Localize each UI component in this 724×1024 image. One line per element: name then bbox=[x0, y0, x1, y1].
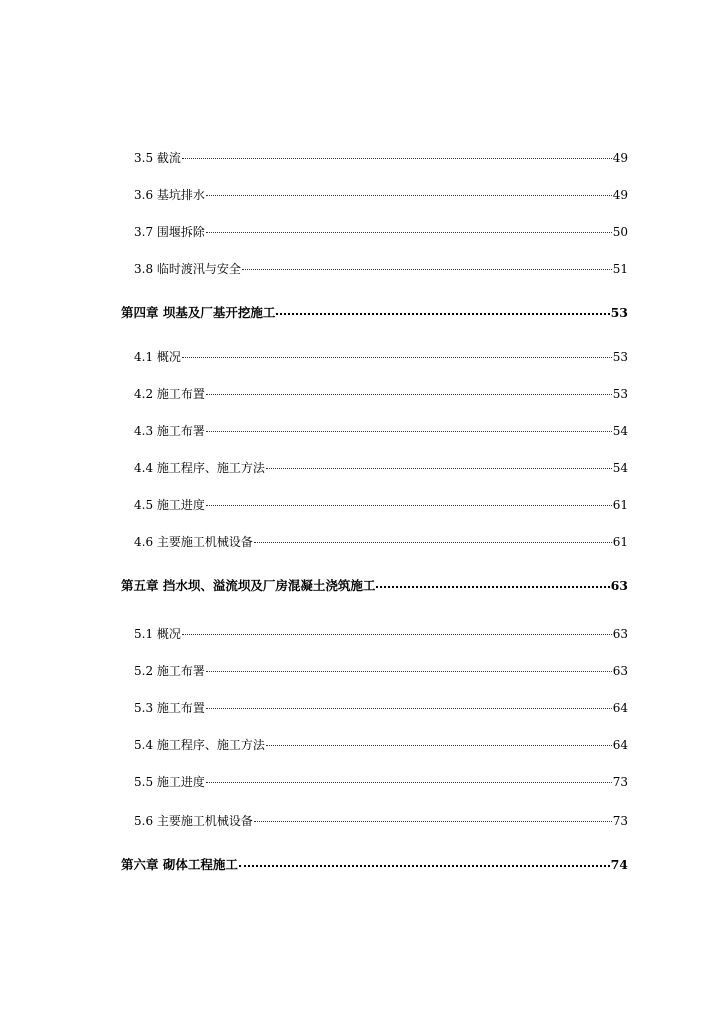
toc-entry-4-3[interactable] bbox=[134, 421, 628, 441]
toc-entry-4-1[interactable] bbox=[134, 347, 628, 367]
toc-entry-3-6[interactable] bbox=[134, 185, 628, 205]
toc-entry-page: 50 bbox=[612, 225, 628, 239]
toc-entry-title: 3.8 临时渡汛与安全 bbox=[134, 262, 241, 276]
toc-chapter-4[interactable] bbox=[121, 303, 628, 323]
toc-entry-title: 3.5 截流 bbox=[134, 151, 181, 165]
dot-leader bbox=[239, 863, 610, 867]
toc-entry-title: 5.3 施工布置 bbox=[134, 701, 205, 715]
toc-entry-title: 4.5 施工进度 bbox=[134, 498, 205, 512]
dot-leader bbox=[206, 780, 612, 783]
toc-entry-title: 4.3 施工布署 bbox=[134, 424, 205, 438]
toc-entry-page: 53 bbox=[612, 387, 628, 401]
toc-entry-page: 73 bbox=[612, 814, 628, 828]
toc-entry-title: 4.6 主要施工机械设备 bbox=[134, 535, 253, 549]
toc-entry-page: 63 bbox=[612, 627, 628, 641]
toc-entry-title: 4.1 概况 bbox=[134, 350, 181, 364]
toc-entry-title: 5.1 概况 bbox=[134, 627, 181, 641]
toc-entry-4-6[interactable] bbox=[134, 532, 628, 552]
toc-entry-title: 4.2 施工布置 bbox=[134, 387, 205, 401]
dot-leader bbox=[182, 156, 612, 159]
toc-entry-page: 51 bbox=[612, 262, 628, 276]
dot-leader bbox=[206, 193, 612, 196]
toc-chapter-title: 第四章 坝基及厂基开挖施工 bbox=[121, 305, 276, 320]
dot-leader bbox=[254, 819, 612, 822]
dot-leader bbox=[206, 230, 612, 233]
toc-entry-page: 61 bbox=[612, 535, 628, 549]
dot-leader bbox=[206, 392, 612, 395]
dot-leader bbox=[206, 429, 612, 432]
dot-leader bbox=[206, 706, 612, 709]
toc-entry-5-4[interactable] bbox=[134, 735, 628, 755]
toc-entry-page: 64 bbox=[612, 701, 628, 715]
dot-leader bbox=[276, 311, 609, 315]
toc-entry-title: 5.5 施工进度 bbox=[134, 775, 205, 789]
toc-chapter-6[interactable] bbox=[121, 855, 628, 875]
dot-leader bbox=[254, 540, 612, 543]
toc-entry-page: 54 bbox=[612, 461, 628, 475]
toc-entry-4-4[interactable] bbox=[134, 458, 628, 478]
toc-entry-title: 5.6 主要施工机械设备 bbox=[134, 814, 253, 828]
toc-entry-5-5[interactable] bbox=[134, 772, 628, 792]
dot-leader bbox=[242, 267, 612, 270]
toc-entry-title: 3.6 基坑排水 bbox=[134, 188, 205, 202]
toc-entry-page: 53 bbox=[612, 350, 628, 364]
toc-entry-page: 64 bbox=[612, 738, 628, 752]
toc-entry-page: 73 bbox=[612, 775, 628, 789]
toc-entry-5-1[interactable] bbox=[134, 624, 628, 644]
toc-entry-page: 63 bbox=[612, 664, 628, 678]
toc-entry-page: 61 bbox=[612, 498, 628, 512]
toc-entry-4-2[interactable] bbox=[134, 384, 628, 404]
toc-entry-3-5[interactable] bbox=[134, 148, 628, 168]
toc-chapter-title: 第五章 挡水坝、溢流坝及厂房混凝土浇筑施工 bbox=[121, 578, 376, 593]
dot-leader bbox=[182, 632, 612, 635]
dot-leader bbox=[376, 584, 609, 588]
dot-leader bbox=[266, 743, 612, 746]
dot-leader bbox=[182, 355, 612, 358]
toc-entry-title: 3.7 围堰拆除 bbox=[134, 225, 205, 239]
toc-entry-4-5[interactable] bbox=[134, 495, 628, 515]
toc-entry-5-6[interactable] bbox=[134, 811, 628, 831]
toc-chapter-5[interactable] bbox=[121, 576, 628, 596]
toc-entry-title: 5.2 施工布署 bbox=[134, 664, 205, 678]
toc-entry-3-8[interactable] bbox=[134, 259, 628, 279]
toc-entry-page: 49 bbox=[612, 151, 628, 165]
toc-chapter-page: 74 bbox=[610, 857, 628, 872]
toc-entry-title: 5.4 施工程序、施工方法 bbox=[134, 738, 265, 752]
toc-entry-3-7[interactable] bbox=[134, 222, 628, 242]
toc-entry-5-2[interactable] bbox=[134, 661, 628, 681]
toc-entry-page: 54 bbox=[612, 424, 628, 438]
toc-entry-5-3[interactable] bbox=[134, 698, 628, 718]
toc-entry-title: 4.4 施工程序、施工方法 bbox=[134, 461, 265, 475]
toc-chapter-title: 第六章 砌体工程施工 bbox=[121, 857, 238, 872]
toc-entry-page: 49 bbox=[612, 188, 628, 202]
toc-chapter-page: 53 bbox=[610, 305, 628, 320]
dot-leader bbox=[206, 669, 612, 672]
toc-chapter-page: 63 bbox=[610, 578, 628, 593]
dot-leader bbox=[266, 466, 612, 469]
dot-leader bbox=[206, 503, 612, 506]
